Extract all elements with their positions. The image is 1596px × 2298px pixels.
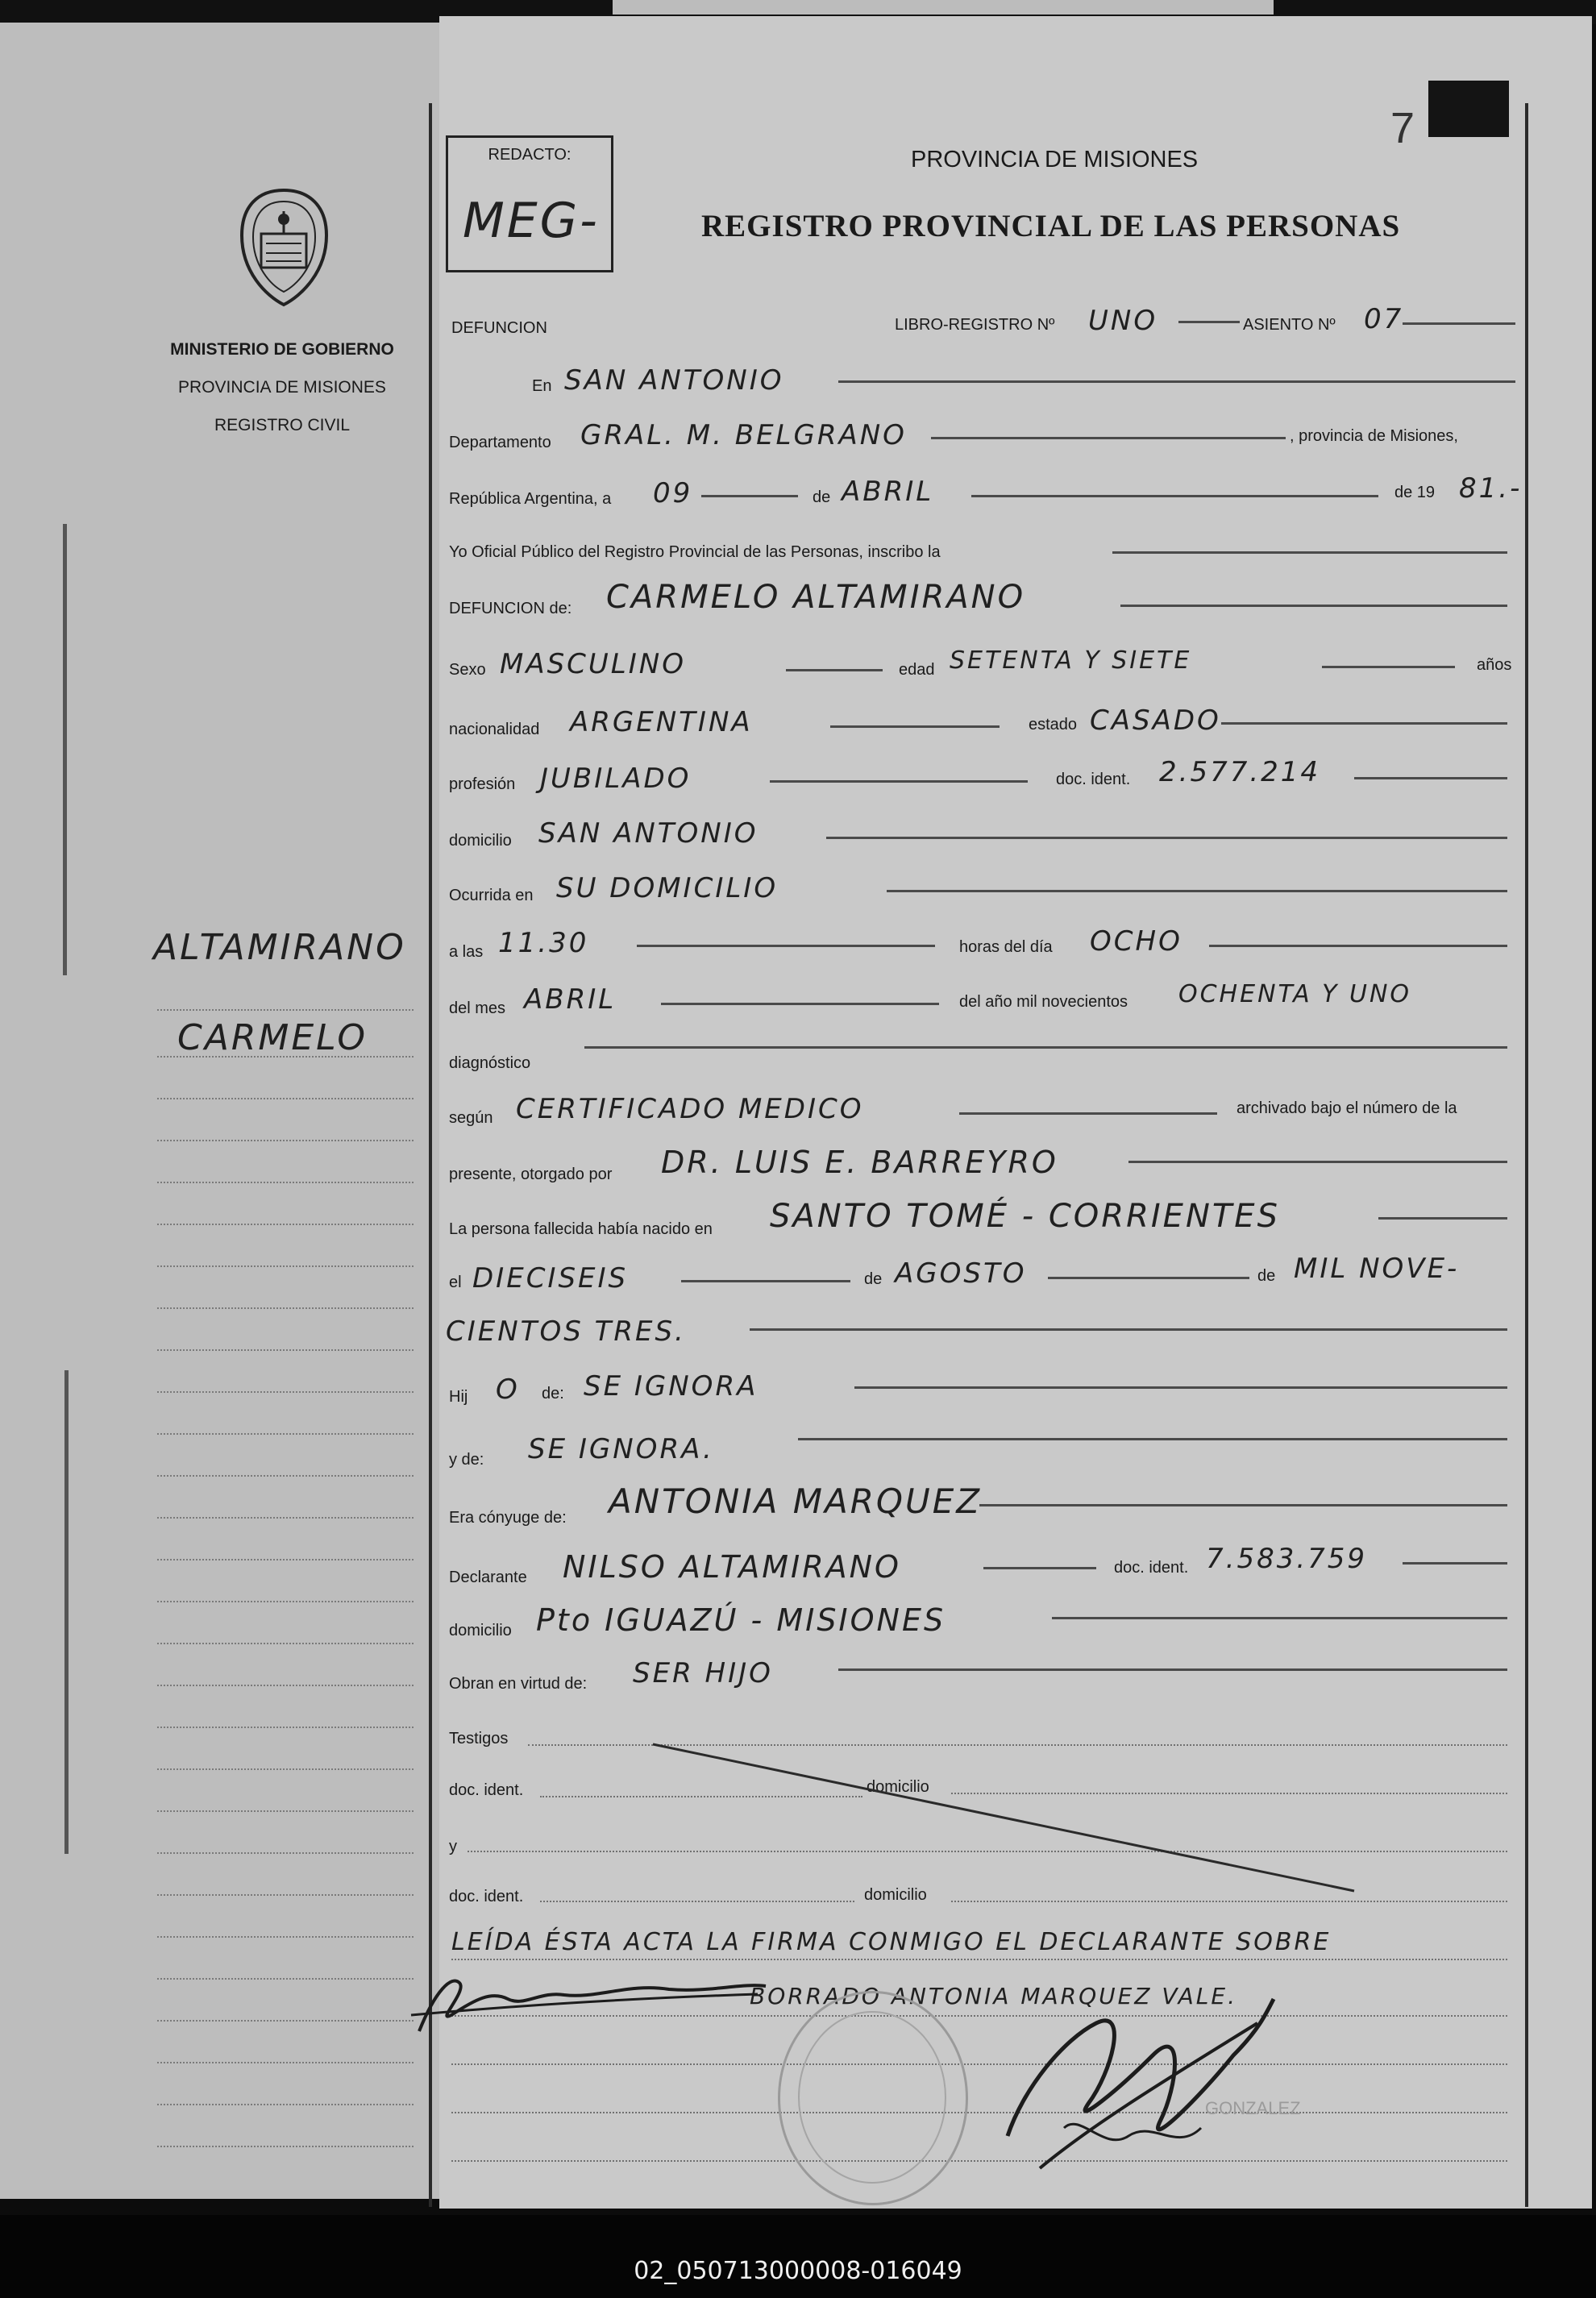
redacto-label: REDACTO: bbox=[488, 146, 571, 164]
nac-ano-cont-line bbox=[750, 1328, 1507, 1331]
segun-line bbox=[959, 1112, 1217, 1115]
asiento-label: ASIENTO Nº bbox=[1243, 316, 1336, 334]
decl-domicilio-line bbox=[1052, 1617, 1507, 1619]
closing-line-3 bbox=[451, 2063, 1507, 2065]
closing-note: LEÍDA ÉSTA ACTA LA FIRMA CONMIGO EL DECLARANTE SOBRE bbox=[451, 1928, 1332, 1956]
estado-line bbox=[1221, 722, 1507, 725]
day-value: 09 bbox=[653, 477, 693, 509]
anos-label: años bbox=[1477, 656, 1512, 674]
form-frame-right bbox=[1525, 103, 1528, 2207]
presente-label: presente, otorgado por bbox=[449, 1166, 613, 1183]
ministry-title: MINISTERIO DE GOBIERNO bbox=[170, 340, 394, 359]
de-ano-label: de bbox=[1257, 1267, 1276, 1285]
y-de-label: y de: bbox=[449, 1451, 484, 1469]
oficial-text: Yo Oficial Público del Registro Provincial de las Personas, inscribo la bbox=[449, 543, 941, 561]
libro-label: LIBRO-REGISTRO Nº bbox=[895, 316, 1055, 334]
t-domicilio-label: domicilio bbox=[867, 1778, 929, 1796]
t-doc-ident-label: doc. ident. bbox=[449, 1781, 524, 1799]
decl-doc-value: 7.583.759 bbox=[1206, 1543, 1368, 1575]
conyuge-line bbox=[979, 1504, 1507, 1506]
margin-surname: ALTAMIRANO bbox=[153, 927, 406, 968]
deceased-name: CARMELO ALTAMIRANO bbox=[606, 579, 1026, 616]
conyuge-label: Era cónyuge de: bbox=[449, 1509, 567, 1527]
departamento-value: GRAL. M. BELGRANO bbox=[580, 419, 907, 451]
diagnostico-line bbox=[584, 1046, 1507, 1049]
hij-label: Hij bbox=[449, 1388, 468, 1406]
declarante-value: NILSO ALTAMIRANO bbox=[563, 1549, 901, 1585]
page-number-redaction bbox=[1428, 81, 1509, 137]
defuncion-title: DEFUNCION bbox=[451, 319, 547, 337]
archivado-label: archivado bajo el número de la bbox=[1236, 1099, 1457, 1117]
domicilio-label: domicilio bbox=[449, 832, 512, 850]
hij-de-label: de: bbox=[542, 1385, 564, 1402]
t-doc-ident2-label: doc. ident. bbox=[449, 1888, 524, 1905]
hora-value: 11.30 bbox=[498, 927, 589, 959]
el-label: el bbox=[449, 1274, 462, 1291]
ministry-civil-registry: REGISTRO CIVIL bbox=[214, 416, 351, 434]
profesion-label: profesión bbox=[449, 775, 516, 793]
month-value: ABRIL bbox=[842, 476, 934, 508]
republica-label: República Argentina, a bbox=[449, 490, 612, 508]
domicilio-value: SAN ANTONIO bbox=[538, 817, 759, 850]
doc-ident-line bbox=[1354, 777, 1507, 779]
sexo-value: MASCULINO bbox=[500, 648, 686, 680]
testigos-strike-line bbox=[645, 1733, 1370, 1910]
padre-value: SE IGNORA bbox=[584, 1370, 759, 1402]
padre-line bbox=[854, 1386, 1507, 1389]
month-line bbox=[971, 495, 1378, 497]
sexo-line bbox=[786, 669, 883, 671]
el-line bbox=[681, 1280, 850, 1282]
defuncion-de-label: DEFUNCION de: bbox=[449, 600, 572, 617]
nacido-value: SANTO TOMÉ - CORRIENTES bbox=[770, 1198, 1280, 1235]
redacto-box bbox=[446, 135, 613, 272]
declarant-signature bbox=[403, 1959, 774, 2047]
t-y-label: y bbox=[449, 1838, 457, 1855]
domicilio-line bbox=[826, 837, 1507, 839]
binding-thread-lower bbox=[64, 1370, 69, 1854]
dia-line bbox=[1209, 945, 1507, 947]
binding-thread-upper bbox=[63, 524, 67, 975]
edad-line bbox=[1322, 666, 1455, 668]
nac-mes-value: AGOSTO bbox=[895, 1257, 1027, 1290]
mes-line bbox=[661, 1003, 939, 1005]
official-stamp-seal bbox=[778, 1991, 968, 2205]
stamp-name-text: GONZALEZ bbox=[1205, 2098, 1301, 2118]
madre-value: SE IGNORA. bbox=[528, 1433, 714, 1465]
redacto-initials: MEG- bbox=[463, 193, 600, 249]
doc-ident-value: 2.577.214 bbox=[1159, 756, 1321, 788]
decl-domicilio-value: Pto IGUAZÚ - MISIONES bbox=[536, 1602, 946, 1638]
segun-value: CERTIFICADO MEDICO bbox=[516, 1093, 864, 1125]
conyuge-value: ANTONIA MARQUEZ bbox=[609, 1481, 983, 1521]
scan-filename: 02_050713000008-016049 bbox=[634, 2257, 962, 2285]
nacionalidad-label: nacionalidad bbox=[449, 721, 540, 738]
obran-label: Obran en virtud de: bbox=[449, 1675, 588, 1693]
obran-line bbox=[838, 1668, 1507, 1671]
borrado-note: BORRADO ANTONIA MARQUEZ VALE. bbox=[750, 1983, 1237, 2009]
profesion-line bbox=[770, 780, 1028, 783]
en-value: SAN ANTONIO bbox=[564, 364, 784, 397]
year-label: de 19 bbox=[1394, 484, 1436, 501]
provincia-label: , provincia de Misiones, bbox=[1290, 427, 1458, 445]
closing-line-5 bbox=[451, 2160, 1507, 2162]
declarante-label: Declarante bbox=[449, 1569, 527, 1586]
horas-label: horas del día bbox=[959, 938, 1053, 956]
ano-value: OCHENTA Y UNO bbox=[1178, 980, 1412, 1008]
edad-label: edad bbox=[899, 661, 935, 679]
province-heading: PROVINCIA DE MISIONES bbox=[911, 147, 1199, 172]
ocurrida-value: SU DOMICILIO bbox=[556, 872, 779, 904]
madre-line bbox=[798, 1438, 1507, 1440]
libro-value: UNO bbox=[1088, 305, 1158, 337]
hij-suffix: O bbox=[496, 1373, 520, 1406]
diagnostico-label: diagnóstico bbox=[449, 1054, 531, 1072]
decl-doc-line bbox=[1403, 1562, 1507, 1565]
nacido-label: La persona fallecida había nacido en bbox=[449, 1220, 713, 1238]
nac-ano-value: MIL NOVE- bbox=[1294, 1253, 1460, 1285]
decl-domicilio-label: domicilio bbox=[449, 1622, 512, 1639]
form-frame-left bbox=[429, 103, 432, 2207]
mes-value: ABRIL bbox=[524, 983, 617, 1016]
presente-line bbox=[1128, 1161, 1507, 1163]
coat-of-arms-seal-icon bbox=[234, 187, 335, 308]
hora-line bbox=[637, 945, 935, 947]
el-value: DIECISEIS bbox=[472, 1262, 629, 1294]
departamento-line bbox=[931, 437, 1286, 439]
ministry-province: PROVINCIA DE MISIONES bbox=[178, 378, 386, 397]
oficial-line bbox=[1112, 551, 1507, 554]
ocurrida-line bbox=[887, 890, 1507, 892]
declarante-line bbox=[983, 1567, 1096, 1569]
estado-label: estado bbox=[1029, 716, 1078, 733]
estado-value: CASADO bbox=[1090, 704, 1221, 737]
edad-value: SETENTA Y SIETE bbox=[950, 646, 1192, 675]
libro-line bbox=[1178, 321, 1240, 323]
profesion-value: JUBILADO bbox=[540, 763, 692, 795]
doc-ident-label: doc. ident. bbox=[1056, 771, 1131, 788]
margin-given-name: CARMELO bbox=[177, 1017, 368, 1058]
next-page-edge bbox=[613, 0, 1274, 15]
day-line bbox=[701, 495, 798, 497]
page-number: 7 bbox=[1390, 104, 1415, 152]
nac-ano-value-cont: CIENTOS TRES. bbox=[446, 1315, 686, 1348]
ocurrida-label: Ocurrida en bbox=[449, 887, 534, 904]
obran-value: SER HIJO bbox=[633, 1657, 773, 1689]
sexo-label: Sexo bbox=[449, 661, 486, 679]
nac-mes-line bbox=[1048, 1277, 1249, 1279]
dia-value: OCHO bbox=[1090, 925, 1182, 958]
nacionalidad-line bbox=[830, 725, 1000, 728]
official-signature bbox=[991, 1967, 1298, 2200]
segun-label: según bbox=[449, 1109, 493, 1127]
testigos-label: Testigos bbox=[449, 1730, 509, 1747]
del-ano-label: del año mil novecientos bbox=[959, 993, 1128, 1011]
year-value: 81.- bbox=[1459, 472, 1523, 505]
nacionalidad-value: ARGENTINA bbox=[570, 706, 753, 738]
del-mes-label: del mes bbox=[449, 999, 506, 1017]
asiento-value: 07 bbox=[1364, 303, 1404, 335]
de-label: de bbox=[813, 488, 831, 506]
registry-heading: REGISTRO PROVINCIAL DE LAS PERSONAS bbox=[701, 209, 1401, 243]
deceased-line bbox=[1120, 605, 1507, 607]
a-las-label: a las bbox=[449, 943, 484, 961]
asiento-line bbox=[1403, 322, 1515, 325]
departamento-label: Departamento bbox=[449, 434, 551, 451]
t-domicilio2-label: domicilio bbox=[864, 1886, 927, 1904]
nacido-line bbox=[1378, 1217, 1507, 1220]
en-line bbox=[838, 380, 1515, 383]
en-label: En bbox=[532, 377, 552, 395]
de-mes-label: de bbox=[864, 1270, 883, 1288]
decl-doc-label: doc. ident. bbox=[1114, 1559, 1189, 1577]
ministry-block bbox=[145, 330, 419, 444]
presente-value: DR. LUIS E. BARREYRO bbox=[661, 1145, 1058, 1180]
closing-line-4 bbox=[451, 2112, 1507, 2113]
